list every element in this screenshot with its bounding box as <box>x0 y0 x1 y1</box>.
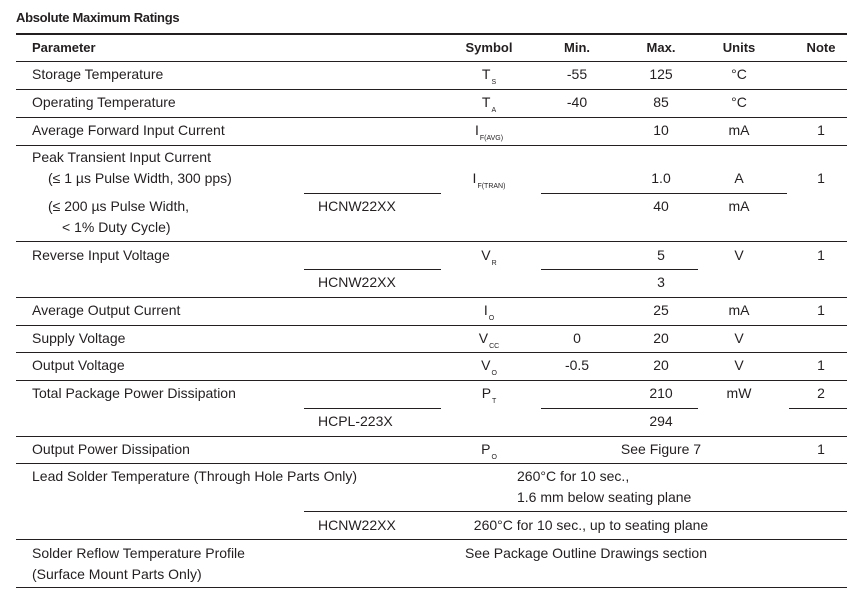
row-divider <box>16 463 847 464</box>
header-symbol: Symbol <box>465 40 513 55</box>
sub-row-divider <box>541 408 698 409</box>
max-cell: 125 <box>649 66 673 82</box>
max-cell: 3 <box>657 274 665 290</box>
units-cell: A <box>734 170 744 186</box>
header-note: Note <box>806 40 836 55</box>
symbol-cell: $V_{CC}$ <box>478 330 500 350</box>
max-cell: 40 <box>653 198 669 214</box>
symbol-cell: $V_O$ <box>481 357 497 377</box>
sub-row-divider <box>304 511 847 512</box>
parameter-cell: Storage Temperature <box>32 66 164 82</box>
header-min: Min. <box>564 40 590 55</box>
part-number-cell: HCNW22XX <box>318 198 396 214</box>
row-divider <box>16 539 847 540</box>
row-divider <box>16 352 847 353</box>
sub-row-divider <box>789 408 847 409</box>
note-cell: 2 <box>817 385 825 401</box>
header-units: Units <box>722 40 756 55</box>
parameter-cell: Solder Reflow Temperature Profile <box>32 545 245 561</box>
units-cell: V <box>734 357 744 373</box>
min-cell: 0 <box>573 330 581 346</box>
units-cell: V <box>734 330 744 346</box>
max-cell: 20 <box>653 357 669 373</box>
value-cell: 1.6 mm below seating plane <box>517 489 692 505</box>
symbol-cell: $P_T$ <box>481 385 497 405</box>
max-cell: See Figure 7 <box>620 441 702 457</box>
units-cell: °C <box>731 94 747 110</box>
header-parameter: Parameter <box>32 40 96 55</box>
units-cell: mA <box>728 122 750 138</box>
symbol-cell: $I_{F(TRAN)}$ <box>472 170 506 190</box>
row-divider <box>16 89 847 90</box>
max-cell: 210 <box>649 385 673 401</box>
max-cell: 5 <box>657 247 665 263</box>
part-number-cell: HCNW22XX <box>318 274 396 290</box>
note-cell: 1 <box>817 247 825 263</box>
units-cell: mA <box>728 302 750 318</box>
header-max: Max. <box>646 40 676 55</box>
parameter-cell: Operating Temperature <box>32 94 176 110</box>
row-divider <box>16 117 847 118</box>
symbol-cell: $I_O$ <box>483 302 495 322</box>
note-cell: 1 <box>817 170 825 186</box>
max-cell: 25 <box>653 302 669 318</box>
row-divider <box>16 380 847 381</box>
table-bottom-rule <box>16 587 847 588</box>
parameter-condition: (≤ 200 µs Pulse Width, <box>48 198 190 214</box>
table-top-rule <box>16 33 847 35</box>
row-divider <box>16 325 847 326</box>
row-divider <box>16 297 847 298</box>
symbol-cell: $I_{F(AVG)}$ <box>474 122 504 142</box>
parameter-cell: Total Package Power Dissipation <box>32 385 236 401</box>
value-cell: See Package Outline Drawings section <box>464 545 708 561</box>
note-cell: 1 <box>817 122 825 138</box>
parameter-condition: (Surface Mount Parts Only) <box>32 566 202 582</box>
symbol-cell: $V_R$ <box>481 247 497 267</box>
max-cell: 20 <box>653 330 669 346</box>
symbol-cell: $T_S$ <box>481 66 497 86</box>
parameter-cell: Output Power Dissipation <box>32 441 190 457</box>
parameter-cell: Supply Voltage <box>32 330 126 346</box>
table-title: Absolute Maximum Ratings <box>16 10 180 25</box>
row-divider <box>16 145 847 146</box>
symbol-cell: $P_O$ <box>481 441 497 461</box>
max-cell: 85 <box>653 94 669 110</box>
parameter-cell: Lead Solder Temperature (Through Hole Parts Only) <box>32 468 358 484</box>
max-cell: 1.0 <box>651 170 671 186</box>
parameter-cell: Average Forward Input Current <box>32 122 225 138</box>
sub-row-divider <box>304 408 441 409</box>
symbol-cell: $T_A$ <box>481 94 497 114</box>
parameter-cell: Peak Transient Input Current <box>32 149 211 165</box>
note-cell: 1 <box>817 302 825 318</box>
row-divider <box>16 436 847 437</box>
max-cell: 10 <box>653 122 669 138</box>
parameter-condition: (≤ 1 µs Pulse Width, 300 pps) <box>48 170 232 186</box>
value-cell: 260°C for 10 sec., <box>517 468 630 484</box>
min-cell: -0.5 <box>564 357 590 373</box>
units-cell: °C <box>731 66 747 82</box>
note-cell: 1 <box>817 441 825 457</box>
sub-row-divider <box>541 269 698 270</box>
sub-row-divider <box>541 193 787 194</box>
max-cell: 294 <box>649 413 673 429</box>
parameter-cell: Output Voltage <box>32 357 125 373</box>
part-number-cell: HCNW22XX <box>318 517 396 533</box>
units-cell: mW <box>726 385 752 401</box>
min-cell: -55 <box>566 66 588 82</box>
row-divider <box>16 61 847 62</box>
min-cell: -40 <box>566 94 588 110</box>
row-divider <box>16 241 847 242</box>
part-number-cell: HCPL-223X <box>318 413 393 429</box>
note-cell: 1 <box>817 357 825 373</box>
value-cell: 260°C for 10 sec., up to seating plane <box>473 517 709 533</box>
parameter-cell: Average Output Current <box>32 302 181 318</box>
units-cell: V <box>734 247 744 263</box>
parameter-condition: < 1% Duty Cycle) <box>62 219 171 235</box>
sub-row-divider <box>304 269 441 270</box>
sub-row-divider <box>304 193 441 194</box>
units-cell: mA <box>728 198 750 214</box>
parameter-cell: Reverse Input Voltage <box>32 247 170 263</box>
